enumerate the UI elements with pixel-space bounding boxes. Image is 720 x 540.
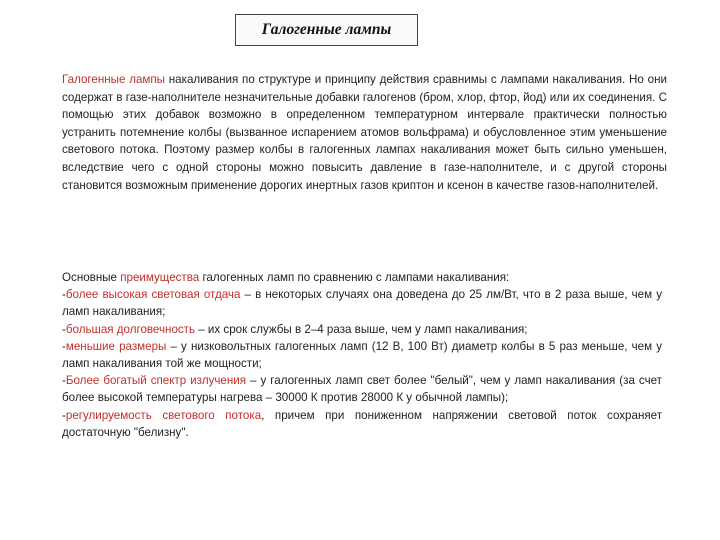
intro-text: накаливания по структуре и принципу действия сравнимы с лампами накаливания. Но они содержат в газе-наполнителе незначительные добавки галогенов (бром, хлор, фтор, йод) или их соединения. С помощью этих добавок возможно в определенном температурном интервале практически полностью устранить потемнение колбы (вызванное испарением атомов вольфрама) и обусловленное этим уменьшение светового потока. Поэтому размер колбы в галогенных лампах накаливания может быть сильно уменьшен, вследствие чего с одной стороны можно повысить давление в газе-наполнителе, и с другой стороны становится возможным применение дорогих инертных газов криптон и ксенон в качестве газов-наполнителей. (62, 73, 667, 192)
advantage-item (62, 286, 662, 320)
advantage-item (62, 338, 662, 372)
advantage-keyword: большая долговечность (65, 322, 196, 336)
advantages-keyword: преимущества (120, 271, 200, 284)
advantage-text: – их срок службы в 2–4 раза выше, чем у ламп накаливания; (195, 322, 528, 336)
advantage-keyword: более высокая световая отдача (65, 288, 241, 302)
advantage-prefix: - (62, 374, 66, 388)
advantages-intro (62, 269, 662, 286)
advantage-item (62, 321, 662, 338)
title-box (235, 14, 418, 46)
advantage-keyword: регулируемость светового потока (65, 408, 262, 422)
advantage-prefix: - (62, 288, 66, 302)
advantage-item (62, 407, 662, 441)
intro-paragraph (62, 71, 667, 194)
advantage-text: – у галогенных ламп свет более "белый", чем у ламп накаливания (за счет более высокой температуры нагрева – 30000 К против 28000 К у обычной лампы); (62, 374, 662, 405)
advantage-item (62, 372, 662, 406)
page-title: Галогенные лампы (261, 21, 392, 38)
advantages-intro-before: Основные (62, 271, 121, 284)
advantage-prefix: - (62, 339, 66, 353)
advantage-prefix: - (62, 322, 66, 336)
advantage-keyword: Более богатый спектр излучения (65, 374, 247, 388)
advantage-text: – у низковольтных галогенных ламп (12 В, 100 Вт) диаметр колбы в 5 раз меньше, чем у ламп накаливания той же мощности; (62, 339, 663, 371)
advantage-text: , причем при пониженном напряжении световой поток сохраняет достаточную "белизну". (62, 408, 663, 439)
advantage-keyword: меньшие размеры (65, 339, 167, 353)
intro-lead: Галогенные лампы (62, 73, 165, 86)
advantage-text: – в некоторых случаях она доведена до 25 лм/Вт, что в 2 раза выше, чем у ламп накаливания; (62, 288, 662, 319)
advantages-intro-after: галогенных ламп по сравнению с лампами накаливания: (199, 271, 510, 284)
advantage-prefix: - (62, 408, 66, 422)
advantages-block (62, 269, 662, 441)
